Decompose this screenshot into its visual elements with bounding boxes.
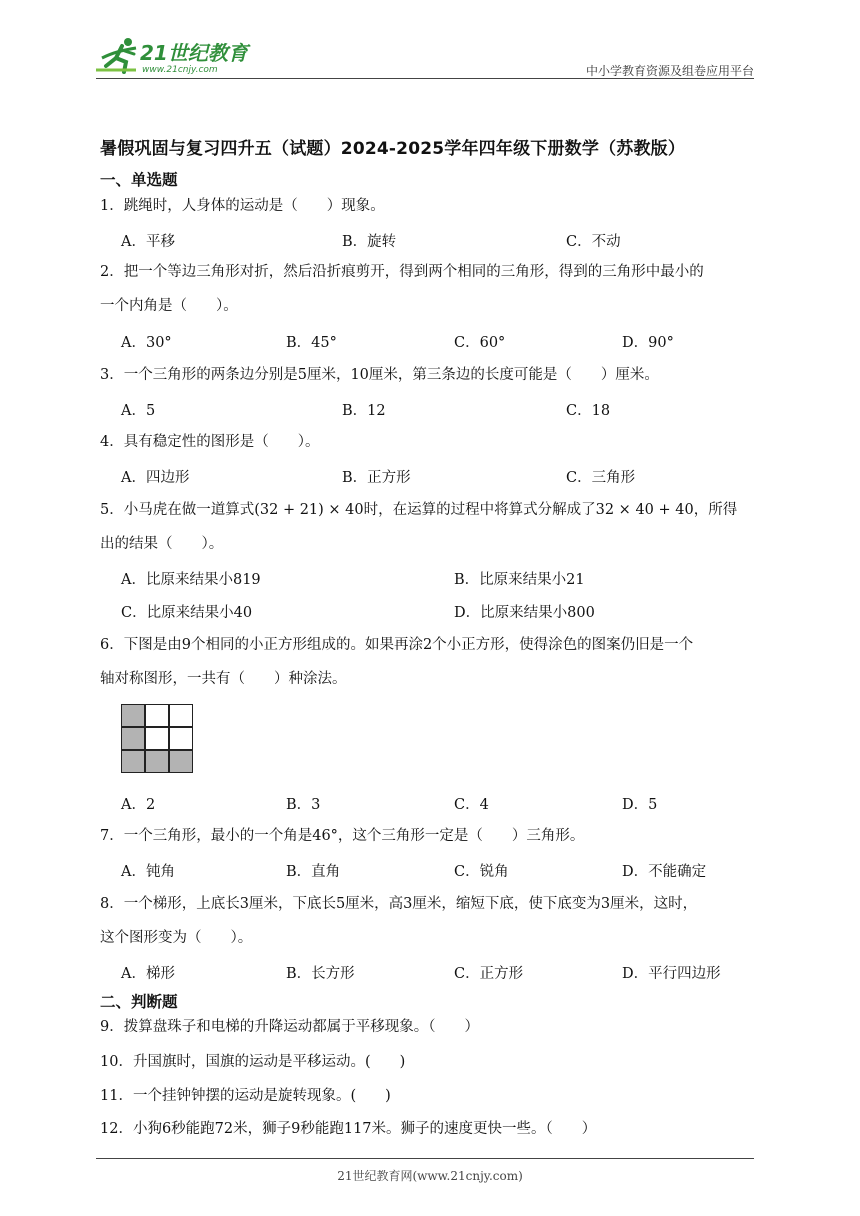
q7-option-b[interactable]: B．直角	[286, 864, 341, 880]
grid-cell-1-0	[122, 728, 145, 750]
q8-option-c[interactable]: C．正方形	[454, 966, 524, 982]
section-heading-true-false: 二、判断题	[100, 993, 178, 1011]
grid-cell-1-1	[146, 728, 169, 750]
q7-option-a[interactable]: A．钝角	[121, 864, 175, 880]
section-heading-single-choice: 一、单选题	[100, 171, 178, 189]
q6-option-c[interactable]: C．4	[454, 797, 489, 813]
q8-option-a[interactable]: A．梯形	[121, 966, 175, 982]
q2-option-b[interactable]: B．45°	[286, 335, 337, 351]
grid-cell-2-0	[122, 751, 145, 773]
question-5-line-1: 5．小马虎在做一道算式(32 + 21) × 40时，在运算的过程中将算式分解成了32 × 40 + 40，所得	[100, 502, 738, 518]
question-2-line-2: 一个内角是（ ）。	[100, 298, 238, 314]
grid-cell-0-0	[122, 705, 145, 727]
grid-cell-2-1	[146, 751, 169, 773]
grid-cell-1-2	[170, 728, 193, 750]
question-2-line-1: 2．把一个等边三角形对折，然后沿折痕剪开，得到两个相同的三角形，得到的三角形中最小的	[100, 264, 704, 280]
page-title: 暑假巩固与复习四升五（试题）2024-2025学年四年级下册数学（苏教版）	[100, 139, 686, 159]
question-4: 4．具有稳定性的图形是（ ）。	[100, 434, 320, 450]
grid-cell-0-1	[146, 705, 169, 727]
question-7: 7．一个三角形，最小的一个角是46°，这个三角形一定是（ ）三角形。	[100, 828, 585, 844]
q5-option-a[interactable]: A．比原来结果小819	[121, 572, 261, 588]
q8-option-d[interactable]: D．平行四边形	[622, 966, 721, 982]
footer-text: 21世纪教育网(www.21cnjy.com)	[337, 1169, 523, 1183]
q2-option-a[interactable]: A．30°	[121, 335, 172, 351]
q1-option-a[interactable]: A．平移	[121, 234, 175, 250]
header-divider	[96, 78, 754, 79]
platform-name: 中小学教育资源及组卷应用平台	[585, 64, 754, 78]
q4-option-c[interactable]: C．三角形	[566, 470, 636, 486]
question-12: 12．小狗6秒能跑72米，狮子9秒能跑117米。狮子的速度更快一些。（ ）	[100, 1121, 597, 1137]
logo-url: www.21cnjy.com	[142, 65, 218, 75]
q7-option-d[interactable]: D．不能确定	[622, 864, 707, 880]
q3-option-b[interactable]: B．12	[342, 403, 386, 419]
q6-option-b[interactable]: B．3	[286, 797, 321, 813]
q7-option-c[interactable]: C．锐角	[454, 864, 509, 880]
question-9: 9．拨算盘珠子和电梯的升降运动都属于平移现象。（ ）	[100, 1019, 479, 1035]
q5-option-b[interactable]: B．比原来结果小21	[454, 572, 585, 588]
q2-option-c[interactable]: C．60°	[454, 335, 506, 351]
grid-cell-0-2	[170, 705, 193, 727]
runner-icon	[96, 38, 136, 72]
q4-option-b[interactable]: B．正方形	[342, 470, 411, 486]
footer-divider	[96, 1158, 754, 1159]
question-11: 11．一个挂钟钟摆的运动是旋转现象。( )	[100, 1088, 391, 1104]
nine-square-grid-figure	[121, 704, 193, 773]
q5-option-c[interactable]: C．比原来结果小40	[121, 605, 253, 621]
question-3: 3．一个三角形的两条边分别是5厘米，10厘米，第三条边的长度可能是（ ）厘米。	[100, 367, 659, 383]
q2-option-d[interactable]: D．90°	[622, 335, 674, 351]
q3-option-a[interactable]: A．5	[121, 403, 156, 419]
q1-option-c[interactable]: C．不动	[566, 234, 621, 250]
logo-text: 21世纪教育	[140, 41, 248, 65]
question-6-line-2: 轴对称图形，一共有（ ）种涂法。	[100, 671, 347, 687]
question-8-line-2: 这个图形变为（ ）。	[100, 930, 253, 946]
q1-option-b[interactable]: B．旋转	[342, 234, 397, 250]
page-header	[96, 36, 754, 80]
q8-option-b[interactable]: B．长方形	[286, 966, 355, 982]
q6-option-a[interactable]: A．2	[121, 797, 156, 813]
question-5-line-2: 出的结果（ ）。	[100, 536, 224, 552]
q5-option-d[interactable]: D．比原来结果小800	[454, 605, 595, 621]
question-10: 10．升国旗时，国旗的运动是平移运动。( )	[100, 1054, 406, 1070]
question-6-line-1: 6．下图是由9个相同的小正方形组成的。如果再涂2个小正方形，使得涂色的图案仍旧是一个	[100, 637, 694, 653]
q3-option-c[interactable]: C．18	[566, 403, 611, 419]
question-1: 1．跳绳时，人身体的运动是（ ）现象。	[100, 198, 385, 214]
q4-option-a[interactable]: A．四边形	[121, 470, 190, 486]
grid-cell-2-2	[170, 751, 193, 773]
question-8-line-1: 8．一个梯形，上底长3厘米，下底长5厘米，高3厘米，缩短下底，使下底变为3厘米，这时，	[100, 896, 698, 912]
logo	[96, 36, 266, 76]
q6-option-d[interactable]: D．5	[622, 797, 658, 813]
